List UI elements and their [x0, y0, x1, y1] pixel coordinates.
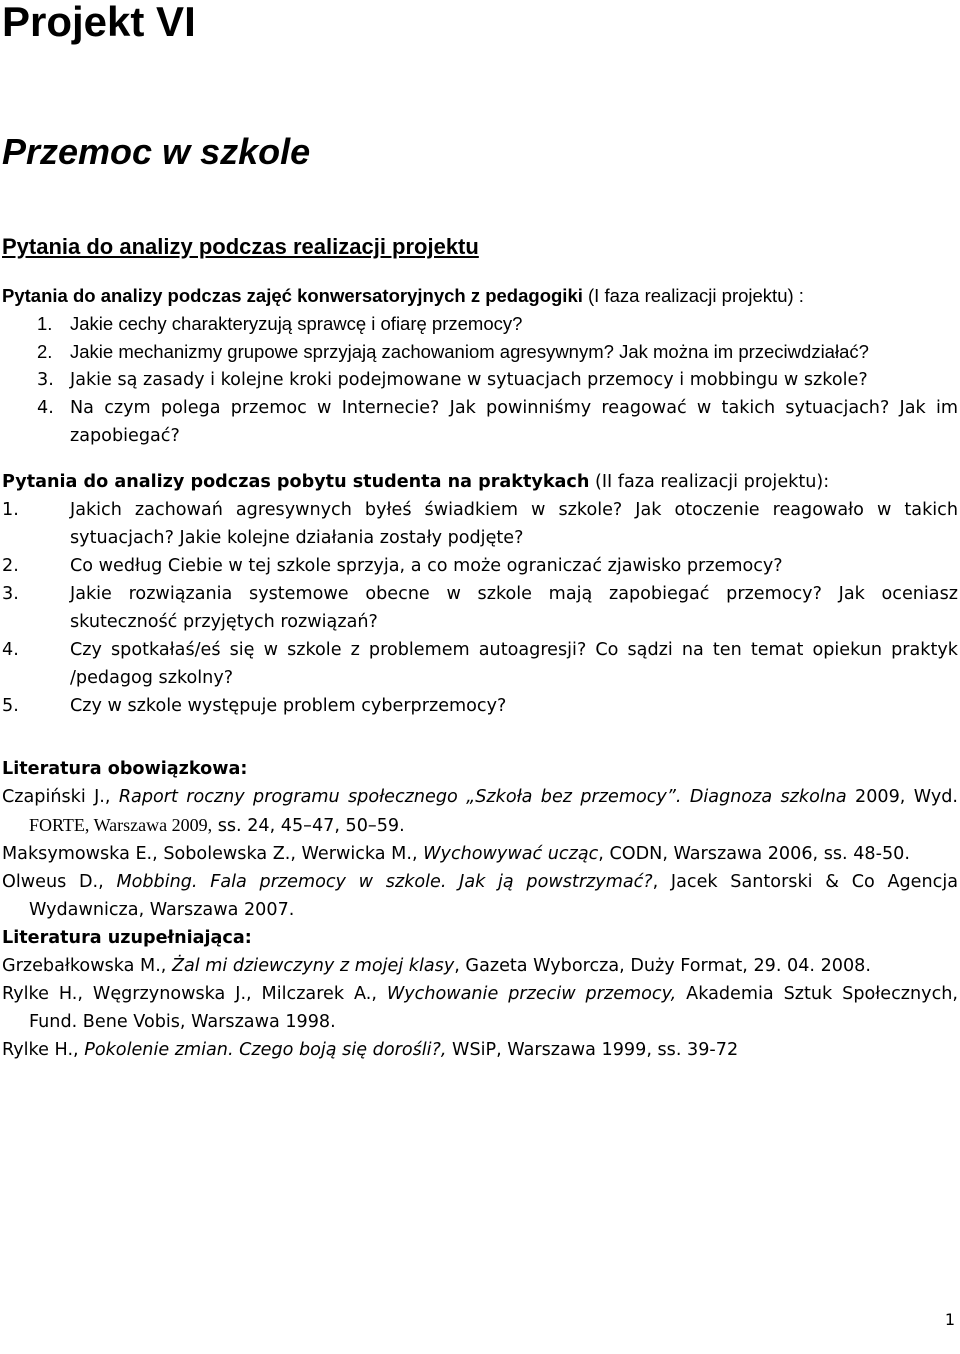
list-item-number: 2. — [2, 556, 19, 576]
phase2-intro — [2, 468, 958, 496]
reference-item — [0, 1036, 958, 1064]
list-item — [0, 552, 958, 580]
list-item — [0, 394, 958, 450]
list-item-number: 3. — [2, 584, 19, 604]
page-subtitle: Przemoc w szkole — [2, 131, 311, 172]
section-heading: Pytania do analizy podczas realizacji projektu — [2, 234, 479, 259]
additional-literature-heading: Literatura uzupełniająca: — [2, 928, 252, 948]
phase1-question-list-cont — [0, 366, 958, 450]
reference-item — [0, 980, 958, 1036]
page-title: Projekt VI — [2, 0, 196, 45]
list-item — [0, 636, 958, 692]
phase1-question-list — [0, 310, 958, 366]
phase1-intro-bold: Pytania do analizy podczas zajęć konwersatoryjnych z pedagogiki — [2, 285, 583, 306]
list-item — [0, 496, 958, 552]
reference-details: , CODN, Warszawa 2006, ss. 48-50. — [598, 844, 910, 864]
reference-title: Żal mi dziewczyny z mojej klasy — [171, 956, 455, 976]
reference-title: Pokolenie zmian. Czego boją się dorośli?, — [84, 1040, 447, 1060]
list-item-text: Jakie mechanizmy grupowe sprzyjają zachowaniom agresywnym? Jak można im przeciwdziałać? — [70, 341, 869, 362]
list-item-text: Jakich zachowań agresywnych byłeś świadkiem w szkole? Jak otoczenie reagowało w takich sytuacjach? Jakie kolejne działania zostały podjęte? — [70, 500, 958, 548]
list-item — [0, 338, 958, 366]
list-item-number: 4. — [2, 640, 19, 660]
reference-title: Wychowanie przeciw przemocy, — [386, 984, 677, 1004]
list-item-text: Na czym polega przemoc w Internecie? Jak powinniśmy reagować w takich sytuacjach? Jak im zapobiegać? — [70, 398, 958, 446]
reference-details: , Jacek Santorski & Co Agencja Wydawnicza, Warszawa 2007. — [29, 872, 958, 920]
required-literature-heading: Literatura obowiązkowa: — [2, 759, 248, 779]
list-item — [0, 692, 958, 720]
list-item — [0, 580, 958, 636]
reference-author: Rylke H., — [2, 1040, 85, 1060]
reference-details: 2009, Wyd. — [846, 787, 958, 807]
list-item-text: Jakie rozwiązania systemowe obecne w szkole mają zapobiegać przemocy? Jak oceniasz skuteczność przyjętych rozwiązań? — [70, 584, 958, 632]
list-item-number: 1. — [2, 500, 19, 520]
reference-details: Akademia Sztuk Społecznych, Fund. Bene Vobis, Warszawa 1998. — [29, 984, 958, 1032]
list-item-text: Jakie cechy charakteryzują sprawcę i ofiarę przemocy? — [70, 313, 523, 334]
reference-details: WSiP, Warszawa 1999, ss. 39-72 — [446, 1040, 739, 1060]
list-item — [0, 310, 958, 338]
phase2-intro-bold: Pytania do analizy podczas pobytu studenta na praktykach — [2, 472, 590, 492]
list-item-number: 2. — [37, 341, 53, 362]
reference-title: Mobbing. Fala przemocy w szkole. Jak ją powstrzymać? — [116, 872, 653, 892]
reference-pages: ss. 24, 45–47, 50–59. — [212, 816, 405, 836]
reference-item — [0, 840, 958, 868]
list-item-text: Jakie są zasady i kolejne kroki podejmowane w sytuacjach przemocy i mobbingu w szkole? — [70, 370, 868, 390]
list-item-number: 1. — [37, 313, 53, 334]
reference-title: Raport roczny programu społecznego „Szkoła bez przemocy”. Diagnoza szkolna — [118, 787, 847, 807]
reference-author: Olweus D., — [2, 872, 117, 892]
list-item-text: Czy w szkole występuje problem cyberprzemocy? — [70, 696, 507, 716]
page-number: 1 — [944, 1310, 955, 1329]
reference-author: Grzebałkowska M., — [2, 956, 172, 976]
reference-author: Maksymowska E., Sobolewska Z., Werwicka M., — [2, 844, 424, 864]
reference-item — [0, 783, 958, 840]
reference-details: , Gazeta Wyborcza, Duży Format, 29. 04. 2008. — [454, 956, 871, 976]
list-item — [0, 366, 958, 394]
reference-item — [0, 868, 958, 924]
list-item-text: Czy spotkałaś/eś się w szkole z problemem autoagresji? Co sądzi na ten temat opiekun praktyk /pedagog szkolny? — [70, 640, 958, 688]
phase1-intro-rest: (I faza realizacji projektu) : — [582, 285, 804, 306]
list-item-text: Co według Ciebie w tej szkole sprzyja, a co może ograniczać zjawisko przemocy? — [70, 556, 783, 576]
phase2-question-list — [0, 496, 958, 720]
reference-title: Wychowywać ucząc — [423, 844, 599, 864]
reference-author: Rylke H., Węgrzynowska J., Milczarek A., — [2, 984, 387, 1004]
document-body — [0, 282, 958, 1064]
list-item-number: 5. — [2, 696, 19, 716]
list-item-number: 3. — [37, 370, 54, 390]
phase2-intro-rest: (II faza realizacji projektu): — [589, 472, 830, 492]
phase1-intro — [2, 282, 958, 310]
reference-item — [0, 952, 958, 980]
list-item-number: 4. — [37, 398, 54, 418]
reference-publisher: FORTE, Warszawa 2009, — [29, 815, 213, 835]
reference-author: Czapiński J., — [2, 787, 119, 807]
